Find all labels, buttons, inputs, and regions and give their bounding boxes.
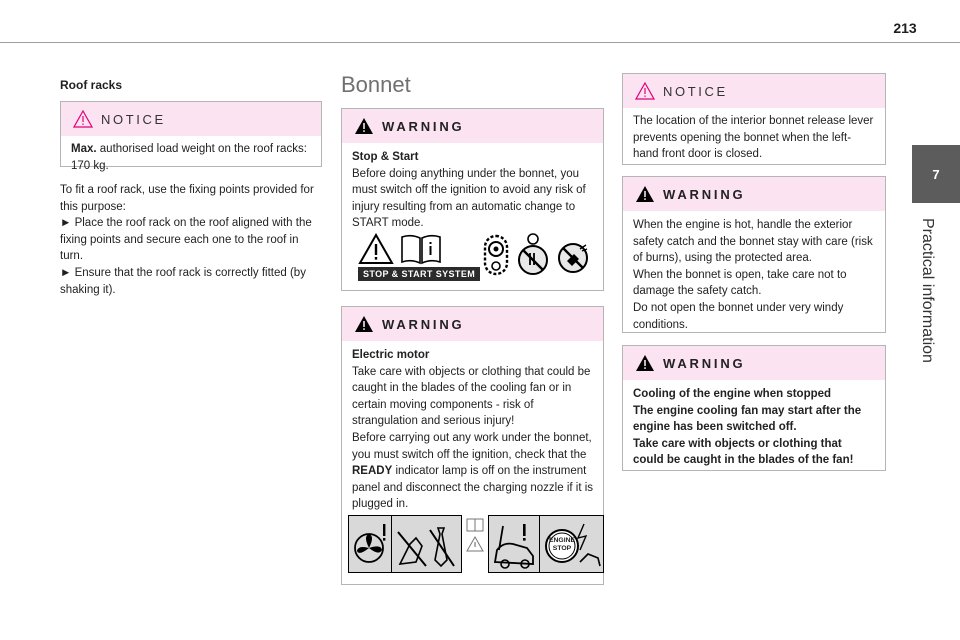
manual-caution-pictogram (462, 515, 488, 573)
warning-header (342, 109, 603, 143)
warning-triangle-icon (354, 315, 374, 333)
notice-body (623, 108, 885, 171)
warning-text: Before doing anything under the bonnet, you must switch off the ignition to avoid any risk of injury resulting from an automatic change to START mode. (352, 167, 586, 230)
warning-line-3: Take care with objects or clothing that could be caught in the blades of the fan! (633, 437, 854, 467)
warning-title: WARNING (663, 355, 746, 371)
notice-body (61, 136, 321, 182)
warning-text-2a: Before carrying out any work under the bonnet, you must switch off the ignition, check that the (352, 431, 592, 461)
warning-text-1: When the engine is hot, handle the exterior safety catch and the bonnet stay with care (risk of burns), using the protected area. (633, 219, 873, 265)
fan-belt-icon (482, 233, 510, 277)
engine-cooling-warning-box (622, 345, 886, 471)
warning-body (623, 211, 885, 341)
stop-start-pictograms (356, 231, 592, 281)
bonnet-title: Bonnet (341, 72, 411, 97)
small-manual-icon (462, 515, 488, 573)
no-hands-icon (516, 231, 550, 277)
warning-text-2 (352, 430, 593, 513)
ready-lamp-label: READY (352, 465, 393, 478)
warning-heading: Electric motor (352, 349, 430, 361)
instructions-step-1: ► Place the roof rack on the roof aligned with the fixing points and secure each one to the roof in turn. (60, 217, 312, 263)
chapter-label: Practical information (919, 218, 936, 363)
warning-text-2: When the bonnet is open, take care not to damage the safety catch. (633, 268, 847, 298)
chapter-tab[interactable]: 7 (912, 145, 960, 203)
bonnet-notice-box (622, 73, 886, 165)
warning-title: WARNING (382, 316, 465, 332)
warning-line-2: The engine cooling fan may start after the engine has been switched off. (633, 404, 862, 434)
engine-stop-pictogram (540, 515, 604, 573)
open-bonnet-icon (489, 516, 541, 574)
warning-triangle-icon (635, 185, 655, 203)
notice-triangle-icon (73, 110, 93, 128)
bonnet-pictogram (488, 515, 540, 573)
fan-pictogram (348, 515, 392, 573)
warning-body (342, 341, 603, 521)
warning-text-3: Do not open the bonnet under very windy conditions. (633, 301, 844, 331)
electric-motor-pictograms (348, 515, 604, 573)
warning-text-2c: indicator lamp is off on the instrument panel and disconnect the charging nozzle if it is plugged in. (352, 465, 594, 511)
notice-text: authorised load weight on the roof racks: 170 kg. (71, 143, 307, 172)
warning-line-1: Cooling of the engine when stopped (633, 388, 832, 400)
notice-title: NOTICE (663, 83, 728, 99)
warning-header (623, 346, 885, 380)
electric-motor-warning-box (341, 306, 604, 585)
notice-header (623, 74, 885, 108)
warning-header (623, 177, 885, 211)
notice-triangle-icon (635, 82, 655, 100)
notice-bold-text: Max. (71, 143, 97, 155)
notice-text: The location of the interior bonnet release lever prevents opening the bonnet when the left-hand front door is closed. (633, 115, 874, 161)
instructions-step-2: ► Ensure that the roof rack is correctly fitted (by shaking it). (60, 266, 306, 296)
header-divider (0, 42, 960, 43)
page-number: 213 (893, 20, 917, 36)
warning-text-1: Take care with objects or clothing that could be caught in the blades of the cooling fan or in certain moving components - risk of strangulation and serious injury! (352, 365, 591, 428)
stop-start-warning-box (341, 108, 604, 291)
engine-stop-label: ENGINE STOP (548, 537, 576, 552)
no-tools-icon (556, 241, 590, 275)
warning-title: WARNING (663, 186, 746, 202)
hand-tie-icon (392, 516, 462, 574)
notice-title: NOTICE (101, 111, 166, 127)
warning-body (623, 380, 885, 477)
warning-body (342, 143, 603, 240)
stop-start-badge: STOP & START SYSTEM (358, 267, 480, 281)
roof-racks-notice-box (60, 101, 322, 172)
warning-title: WARNING (382, 118, 465, 134)
caution-icon (358, 233, 394, 265)
roof-racks-heading: Roof racks (60, 78, 123, 92)
clothing-pictogram (392, 515, 462, 573)
fan-blade-icon (349, 516, 393, 574)
warning-header (342, 307, 603, 341)
hot-engine-warning-box (622, 176, 886, 333)
warning-triangle-icon (635, 354, 655, 372)
roof-racks-instructions (60, 182, 322, 298)
warning-triangle-icon (354, 117, 374, 135)
instructions-intro: To fit a roof rack, use the fixing points provided for this purpose: (60, 184, 314, 213)
manual-book-icon (400, 233, 442, 265)
notice-header (61, 102, 321, 136)
warning-heading: Stop & Start (352, 151, 419, 163)
